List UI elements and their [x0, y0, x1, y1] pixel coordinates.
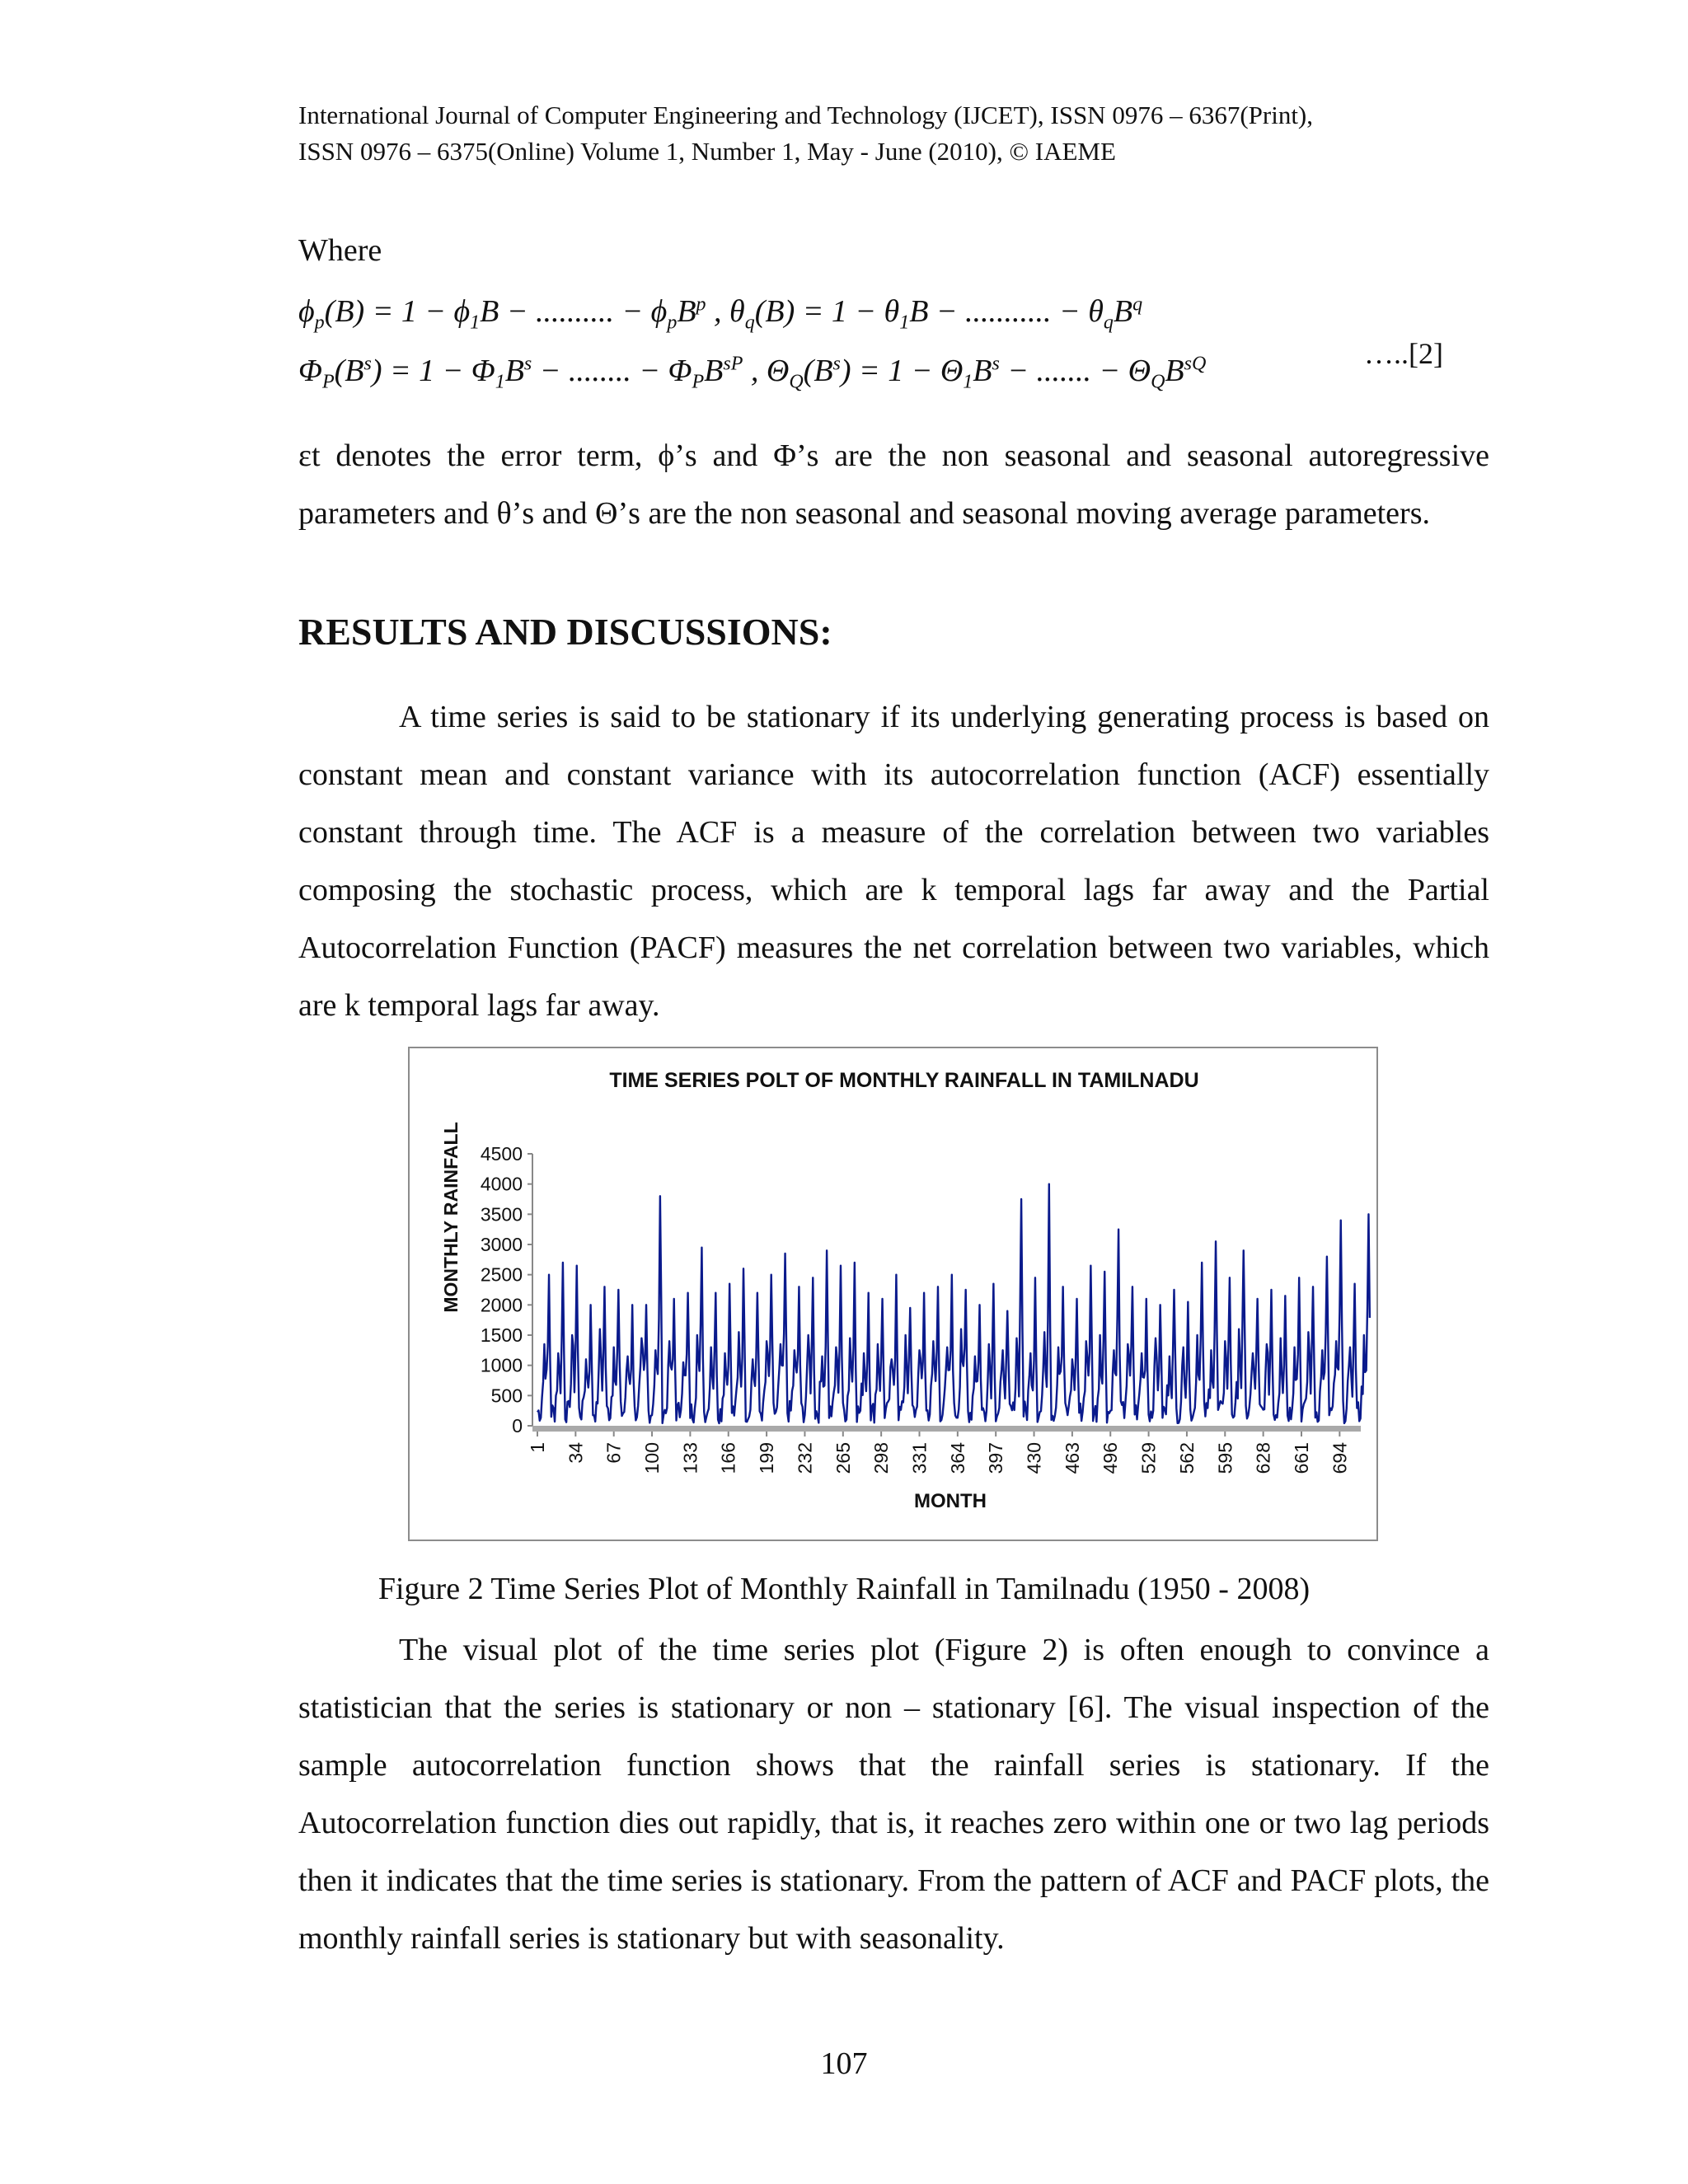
- rainfall-chart-svg: [410, 1048, 1376, 1540]
- figure-caption: Figure 2 Time Series Plot of Monthly Rainfall in Tamilnadu (1950 - 2008): [377, 1572, 1311, 1606]
- x-tick-label: 133: [679, 1442, 701, 1474]
- equation-nonseasonal-operators: $\phi_p(B) = 1 - \phi_1B$ − .......... − $\phi_pB^p$ , $\theta_q(B) = 1 - \theta_1B$ − ........... − $\theta_qB^q$: [298, 293, 1143, 334]
- equation-number: …..[2]: [1364, 337, 1443, 370]
- equation-seasonal-operators: $\Phi_P(B^s) = 1 - \Phi_1B^s$ − ........ − $\Phi_PB^{sP}$ , $\Theta_Q(B^s) = 1 - \Theta_1B^s$ − ....... − $\Theta_QB^{sQ}$: [298, 353, 1207, 393]
- chart-title: TIME SERIES POLT OF MONTHLY RAINFALL IN TAMILNADU: [609, 1069, 1199, 1092]
- x-tick-label: 496: [1100, 1442, 1122, 1474]
- x-tick-label: 364: [946, 1442, 968, 1474]
- x-tick-label: 232: [794, 1442, 816, 1474]
- x-tick-label: 166: [717, 1442, 739, 1474]
- x-tick-label: 67: [603, 1442, 625, 1464]
- x-tick-label: 529: [1137, 1442, 1160, 1474]
- y-tick-label: 2000: [480, 1294, 523, 1316]
- journal-header: [298, 97, 1535, 170]
- chart-x-axis-label: MONTH: [914, 1490, 987, 1512]
- x-tick-label: 100: [641, 1442, 663, 1474]
- x-tick-label: 1: [527, 1442, 548, 1453]
- y-tick-label: 500: [490, 1385, 523, 1407]
- rainfall-series-line: [537, 1184, 1370, 1423]
- paragraph-visual-inspection: The visual plot of the time series plot (Figure 2) is often enough to convince a statistician that the series is stationary or non – stationary [6]. The visual inspection of the sample autocorrelation function shows that the rainfall series is stationary. If the Autocorrelation function dies out rapidly, that is, it reaches zero within one or two lag periods then it indicates that the time series is stationary. From the pattern of ACF and PACF plots, the monthly rainfall series is stationary but with seasonality.: [298, 1633, 1489, 1956]
- x-tick-label: 595: [1214, 1442, 1236, 1474]
- journal-header-line-2: ISSN 0976 – 6375(Online) Volume 1, Number 1, May - June (2010), © IAEME: [298, 137, 1116, 166]
- paragraph-stationarity: A time series is said to be stationary if its underlying generating process is based on constant mean and constant variance with its autocorrelation function (ACF) essentially constant through time. The ACF is a measure of the correlation between two variables composing the stochastic process, which are k temporal lags far away and the Partial Autocorrelation Function (PACF) measures the net correlation between two variables, which are k temporal lags far away.: [298, 700, 1489, 1023]
- x-tick-label: 628: [1252, 1442, 1274, 1474]
- rainfall-chart: [408, 1047, 1378, 1541]
- x-tick-label: 199: [756, 1442, 778, 1474]
- y-tick-label: 1500: [480, 1324, 523, 1346]
- x-tick-label: 661: [1290, 1442, 1312, 1474]
- x-tick-label: 562: [1175, 1442, 1198, 1474]
- x-tick-label: 397: [985, 1442, 1007, 1474]
- x-tick-label: 265: [832, 1442, 854, 1474]
- section-heading: RESULTS AND DISCUSSIONS:: [298, 611, 832, 653]
- chart-y-axis-label: MONTHLY RAINFALL: [440, 1122, 462, 1313]
- y-tick-label: 1000: [480, 1354, 523, 1376]
- chart-x-axis: [527, 1426, 1361, 1474]
- y-tick-label: 4500: [480, 1143, 523, 1165]
- x-tick-label: 430: [1023, 1442, 1045, 1474]
- x-tick-label: 694: [1329, 1442, 1351, 1474]
- y-tick-label: 4000: [480, 1173, 523, 1195]
- page-number: 107: [820, 2046, 868, 2081]
- y-tick-label: 0: [512, 1415, 523, 1436]
- journal-header-line-1: International Journal of Computer Engineering and Technology (IJCET), ISSN 0976 – 6367(Print),: [298, 101, 1314, 129]
- x-axis-band: [532, 1426, 1361, 1432]
- paragraph-parameter-definitions: εt denotes the error term, ϕ’s and Φ’s are the non seasonal and seasonal autoregressive parameters and θ’s and Θ’s are the non seasonal and seasonal moving average parameters.: [298, 438, 1489, 531]
- y-tick-label: 3500: [480, 1203, 523, 1226]
- where-label: Where: [298, 233, 382, 268]
- chart-y-axis: [481, 1143, 532, 1436]
- x-tick-label: 298: [870, 1442, 893, 1474]
- x-tick-label: 34: [565, 1442, 587, 1464]
- x-tick-label: 331: [908, 1442, 931, 1474]
- x-tick-label: 463: [1061, 1442, 1083, 1474]
- y-tick-label: 3000: [480, 1234, 523, 1255]
- y-tick-label: 2500: [480, 1263, 523, 1286]
